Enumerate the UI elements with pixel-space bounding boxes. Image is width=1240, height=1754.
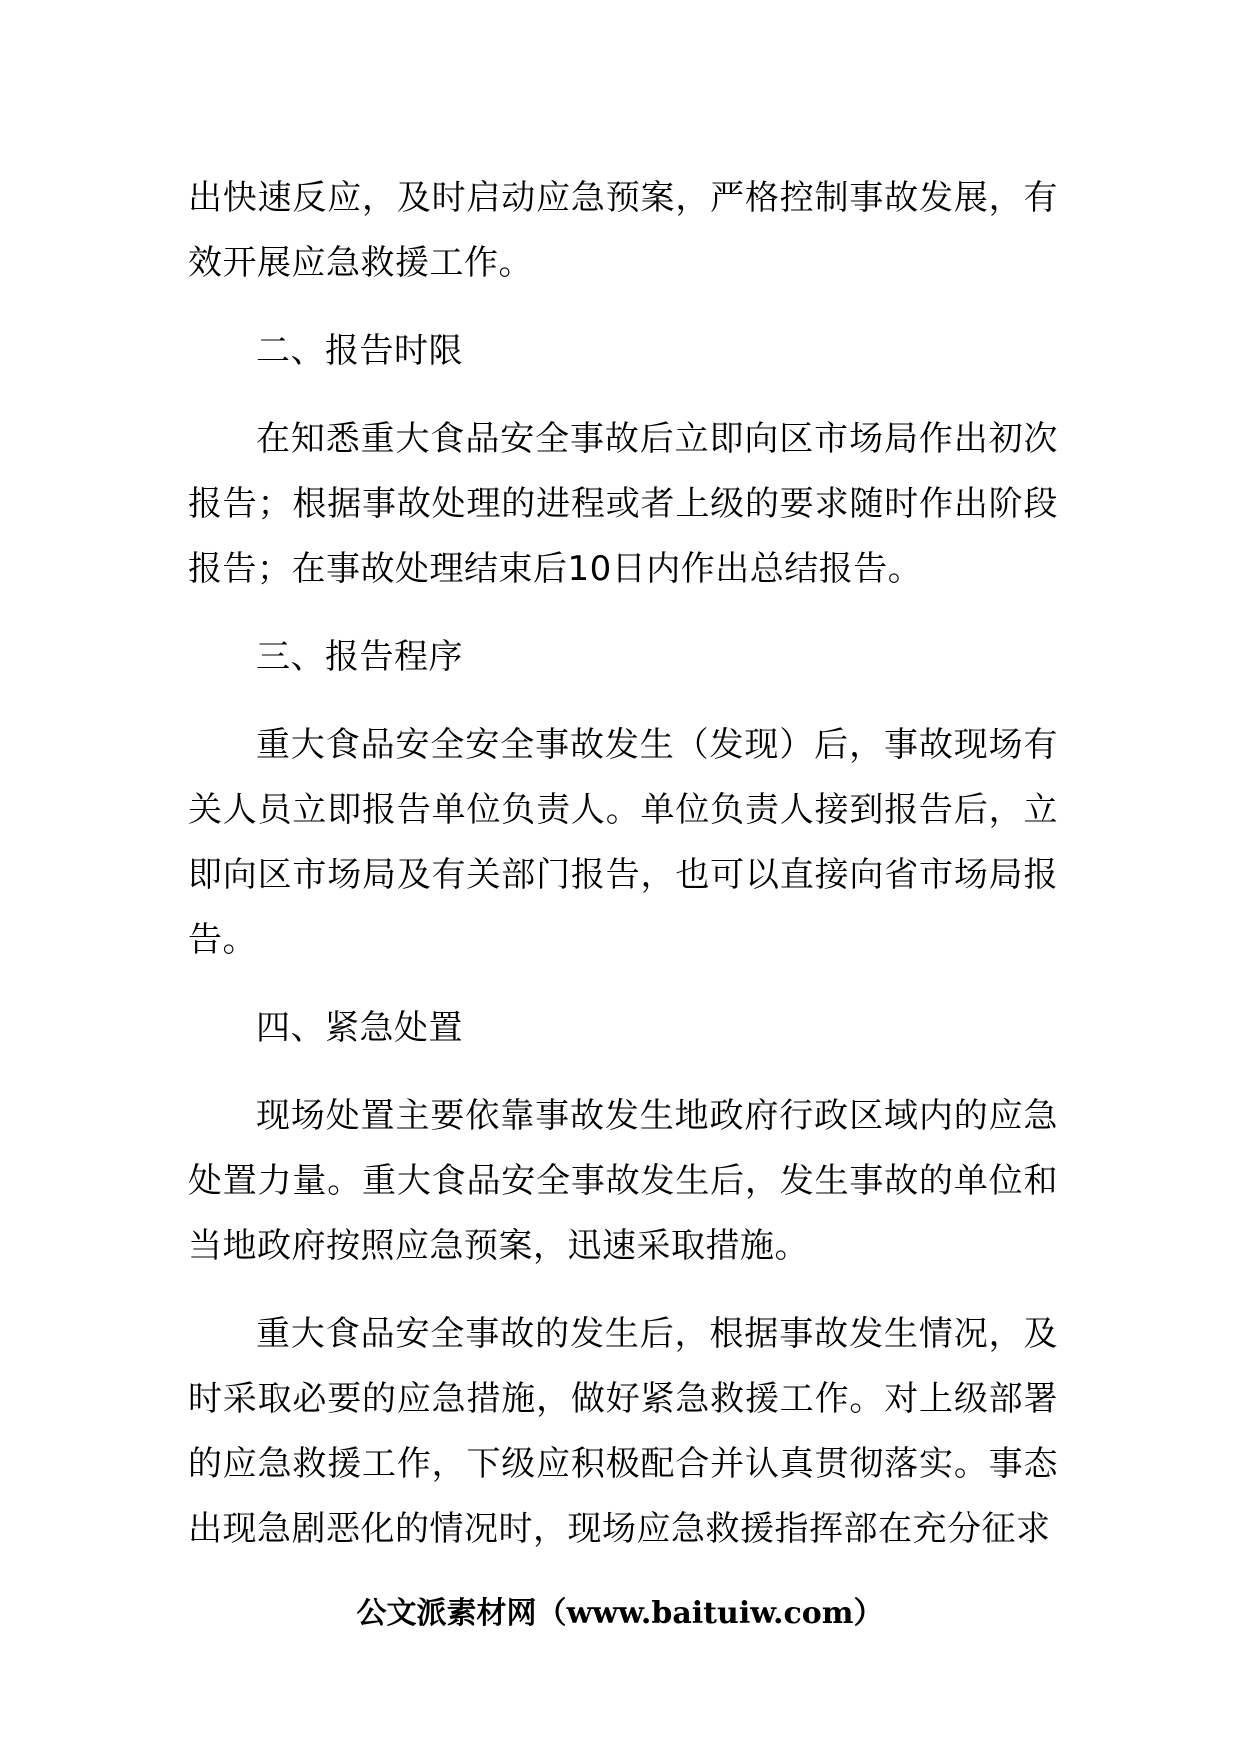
document-body xyxy=(188,166,1058,1562)
paragraph-continuation: 出快速反应，及时启动应急预案，严格控制事故发展，有效开展应急救援工作。 xyxy=(188,178,1058,283)
page-footer-watermark: 公文派素材网（www.baituiw.com） xyxy=(356,1596,884,1631)
paragraph-report-procedure: 重大食品安全安全事故发生（发现）后，事故现场有关人员立即报告单位负责人。单位负责人接到报告后，立即向区市场局及有关部门报告，也可以直接向省市场局报告。 xyxy=(188,725,1058,960)
section-heading-emergency-handling: 四、紧急处置 xyxy=(256,1008,463,1048)
paragraph-report-time-limit: 在知悉重大食品安全事故后立即向区市场局作出初次报告；根据事故处理的进程或者上级的要求随时作出阶段报告；在事故处理结束后10日内作出总结报告。 xyxy=(188,419,1058,589)
section-heading-report-time-limit: 二、报告时限 xyxy=(256,331,463,371)
paragraph-emergency-handling-2: 重大食品安全事故的发生后，根据事故发生情况，及时采取必要的应急措施，做好紧急救援工作。对上级部署的应急救援工作，下级应积极配合并认真贯彻落实。事态出现急剧恶化的情况时，现场应急救援指挥部在充分征求 xyxy=(188,1314,1058,1549)
section-heading-report-procedure: 三、报告程序 xyxy=(256,637,463,677)
paragraph-emergency-handling-1: 现场处置主要依靠事故发生地政府行政区域内的应急处置力量。重大食品安全事故发生后，发生事故的单位和当地政府按照应急预案，迅速采取措施。 xyxy=(188,1096,1058,1266)
